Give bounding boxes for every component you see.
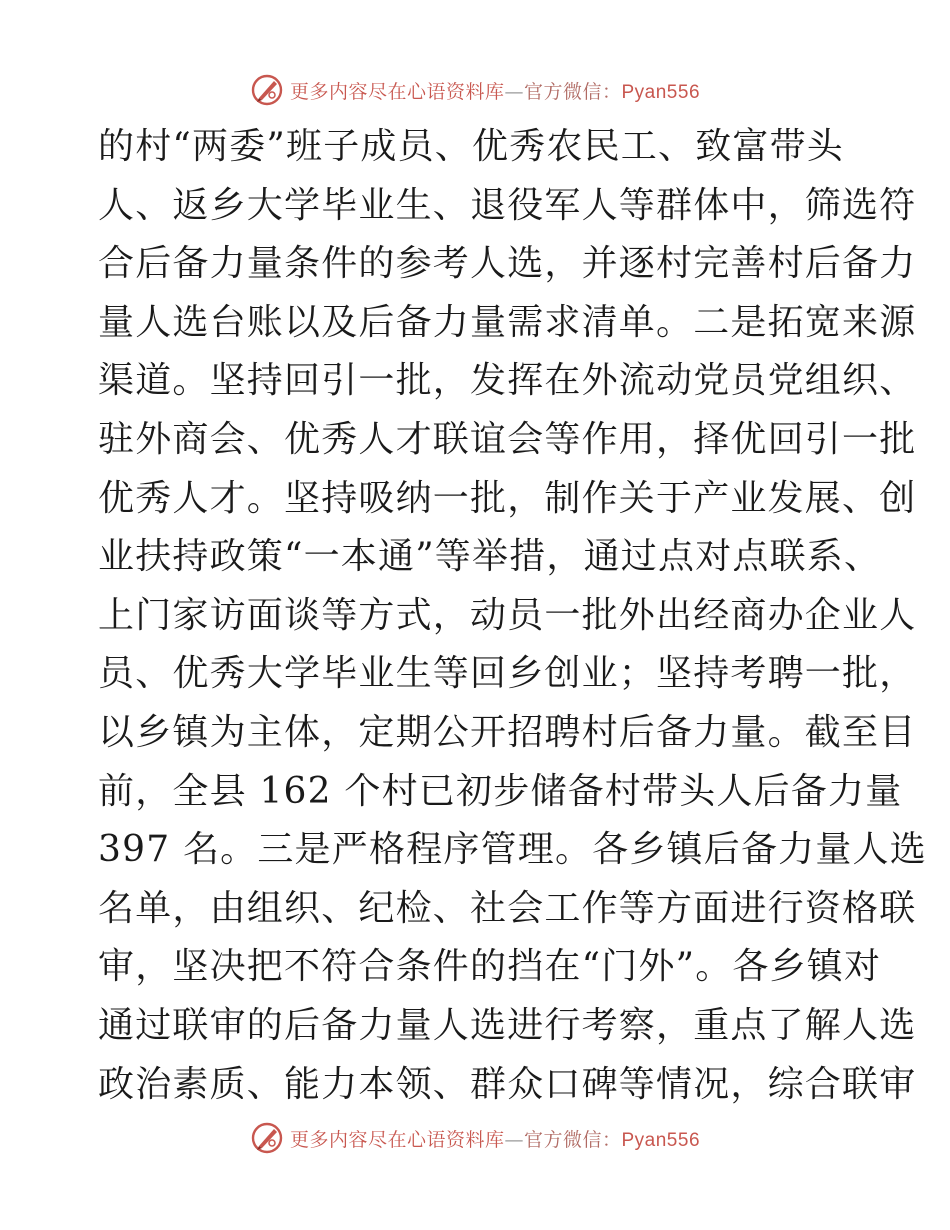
text-line: 审，坚决把不符合条件的挡在“门外”。各乡镇对 bbox=[98, 946, 882, 988]
body-paragraph bbox=[98, 118, 927, 1114]
text-line: 合后备力量条件的参考人选，并逐村完善村后备力 bbox=[98, 243, 917, 285]
text-line: 量人选台账以及后备力量需求清单。二是拓宽来源 bbox=[98, 301, 917, 343]
text-line: 优秀人才。坚持吸纳一批，制作关于产业发展、创 bbox=[98, 477, 917, 519]
text-line: 名单，由组织、纪检、社会工作等方面进行资格联 bbox=[98, 887, 917, 929]
banner-wechat-id: Pyan556 bbox=[621, 81, 701, 103]
text-line: 驻外商会、优秀人才联谊会等作用，择优回引一批 bbox=[98, 418, 917, 460]
text-line: 通过联审的后备力量人选进行考察，重点了解人选 bbox=[98, 1004, 917, 1046]
header-banner bbox=[0, 70, 950, 110]
quill-pen-logo-icon bbox=[250, 1121, 284, 1155]
text-line: 上门家访面谈等方式，动员一批外出经商办企业人 bbox=[98, 594, 917, 636]
banner-separator: — bbox=[504, 1128, 524, 1151]
text-line: 前，全县 162 个村已初步储备村带头人后备力量 bbox=[98, 770, 903, 812]
footer-banner bbox=[0, 1118, 950, 1158]
text-line: 397 名。三是严格程序管理。各乡镇后备力量人选 bbox=[98, 829, 927, 871]
header-banner-text bbox=[290, 77, 700, 104]
text-line: 以乡镇为主体，定期公开招聘村后备力量。截至目 bbox=[98, 711, 917, 753]
quill-pen-logo-icon bbox=[250, 73, 284, 107]
text-line: 人、返乡大学毕业生、退役军人等群体中，筛选符 bbox=[98, 184, 917, 226]
banner-wechat-label: 官方微信： bbox=[523, 80, 622, 103]
banner-separator: — bbox=[504, 80, 524, 103]
banner-main-text: 更多内容尽在心语资料库 bbox=[289, 1128, 505, 1151]
banner-wechat-id: Pyan556 bbox=[621, 1129, 701, 1151]
text-line: 员、优秀大学毕业生等回乡创业；坚持考聘一批， bbox=[98, 653, 917, 695]
text-line: 渠道。坚持回引一批，发挥在外流动党员党组织、 bbox=[98, 360, 917, 402]
header-banner-content bbox=[250, 73, 700, 107]
banner-main-text: 更多内容尽在心语资料库 bbox=[289, 80, 505, 103]
footer-banner-text bbox=[290, 1125, 700, 1152]
footer-banner-content bbox=[250, 1121, 700, 1155]
text-line: 的村“两委”班子成员、优秀农民工、致富带头 bbox=[98, 126, 845, 167]
banner-wechat-label: 官方微信： bbox=[523, 1128, 622, 1151]
text-line: 政治素质、能力本领、群众口碑等情况，综合联审 bbox=[98, 1063, 917, 1105]
text-line: 业扶持政策“一本通”等举措，通过点对点联系、 bbox=[98, 536, 882, 578]
